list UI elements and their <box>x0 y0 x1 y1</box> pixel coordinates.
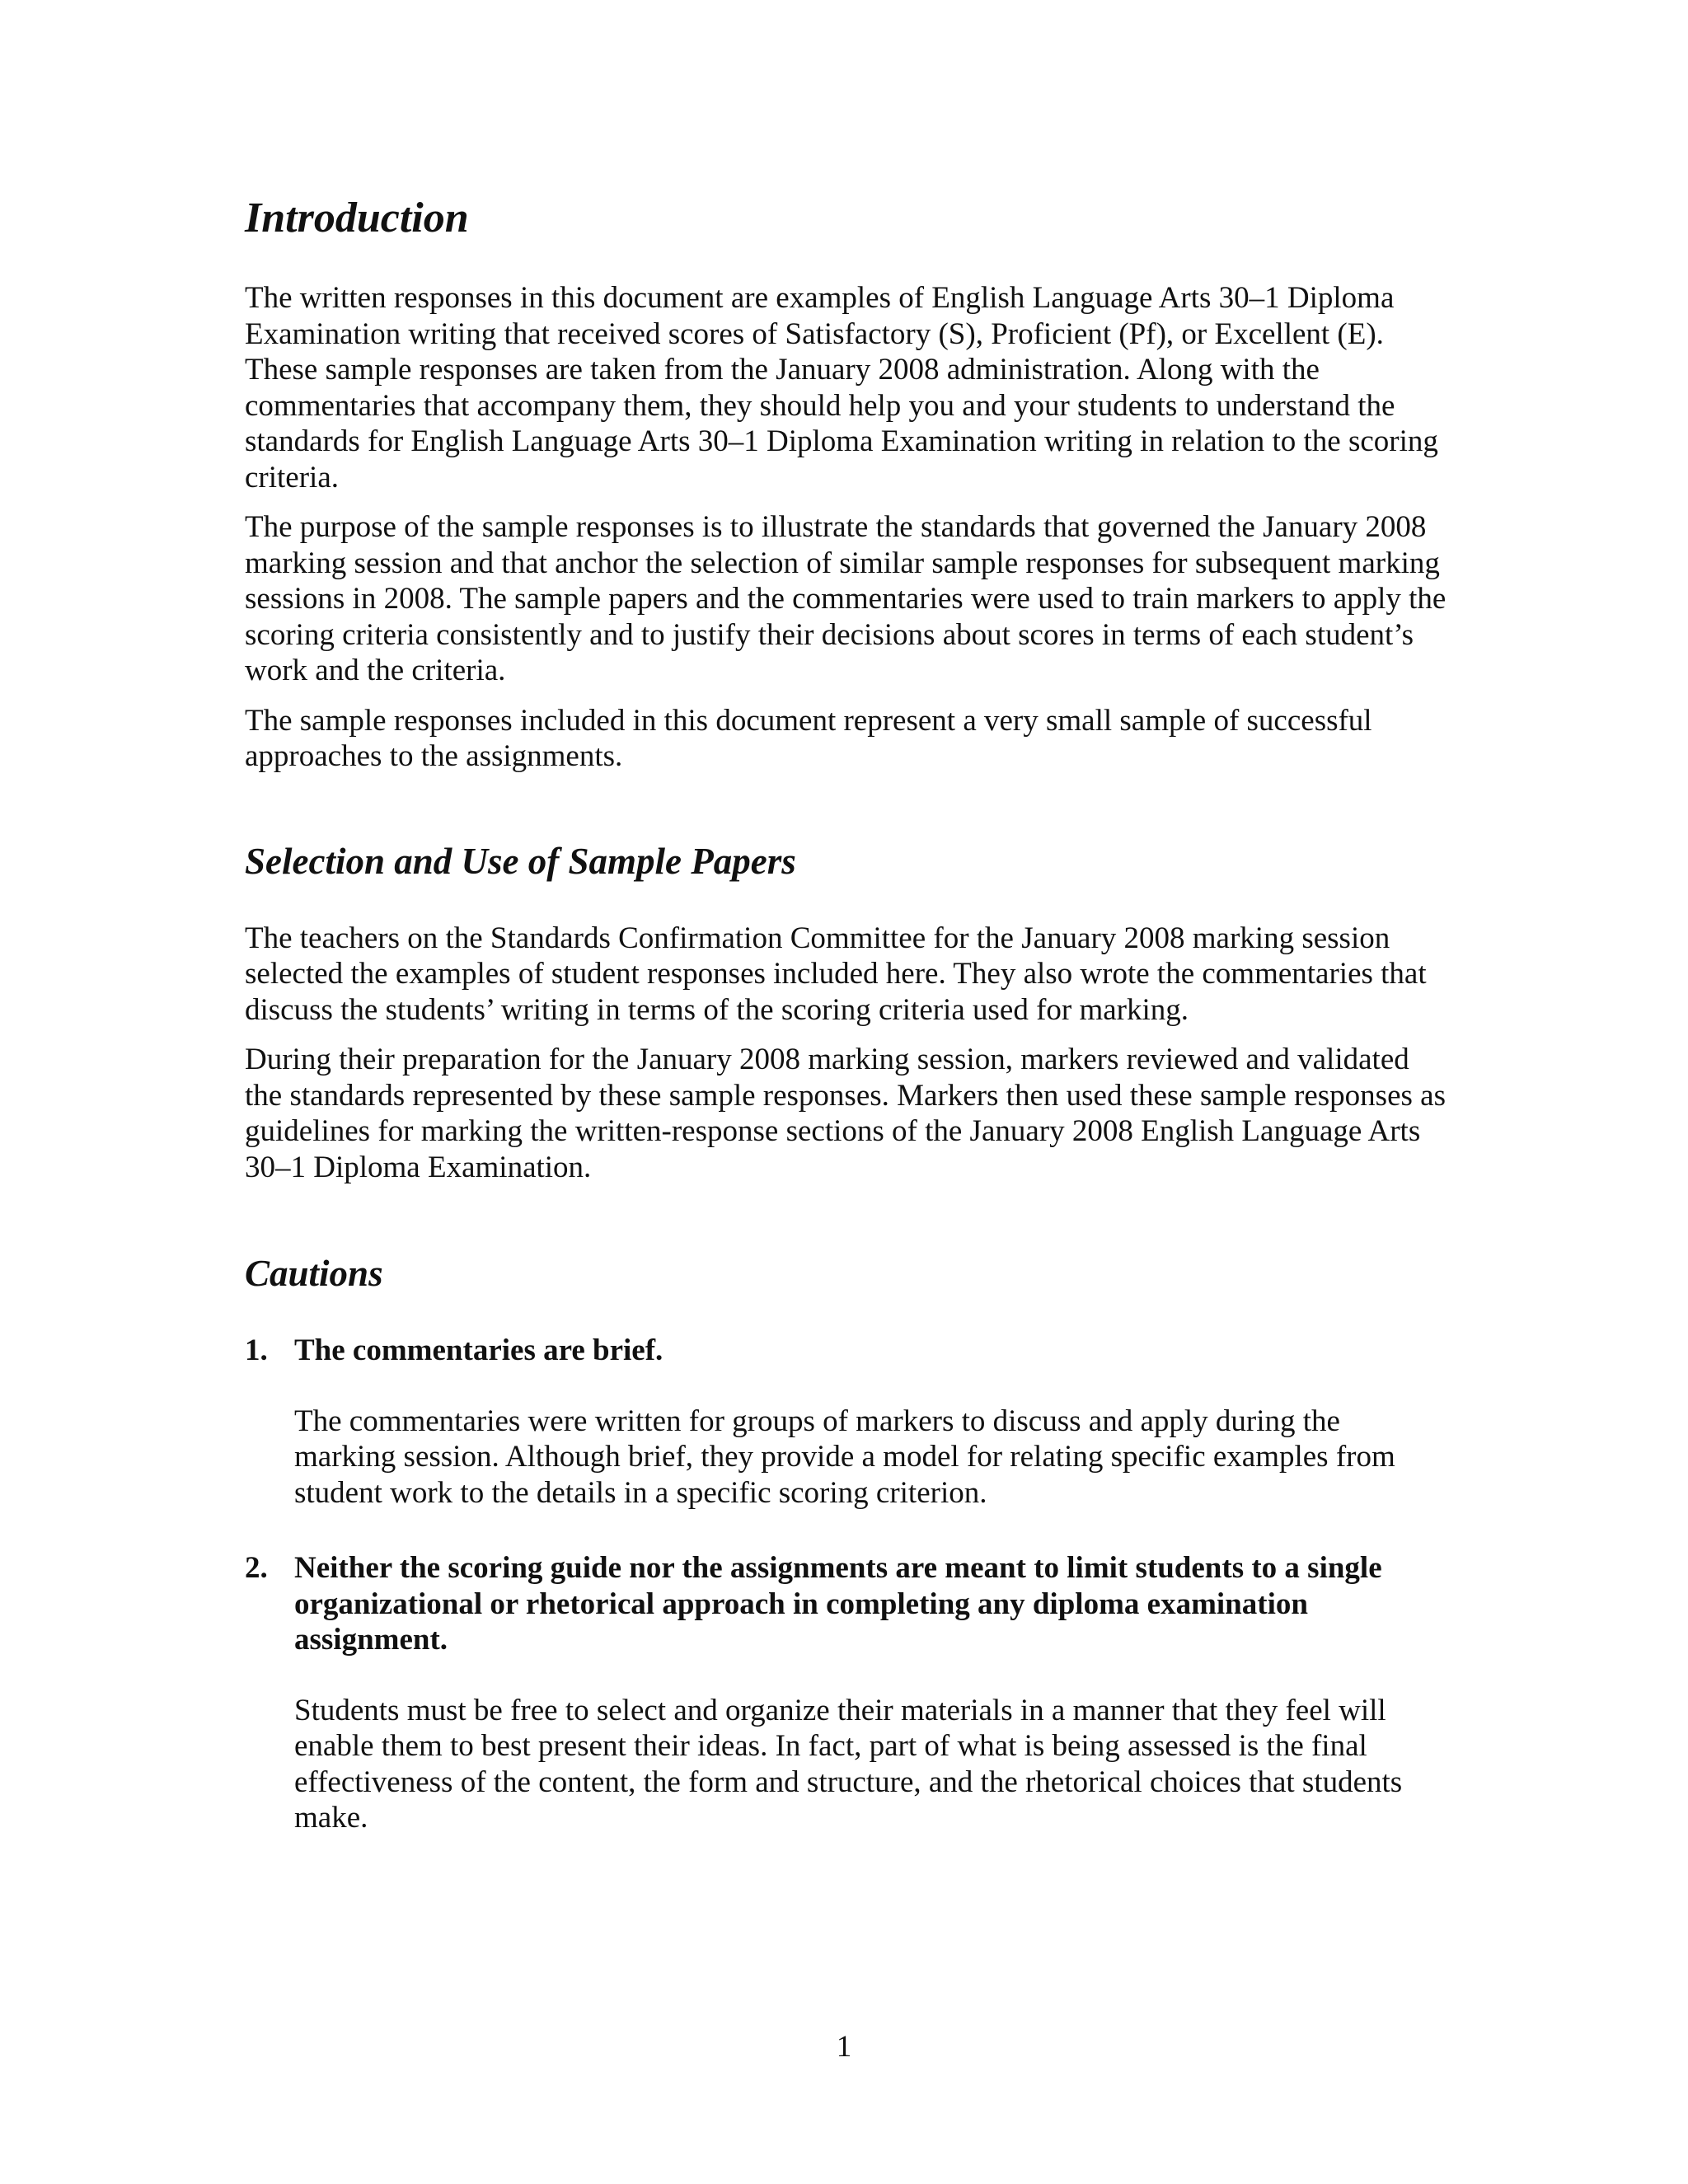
cautions-heading: Cautions <box>245 1253 383 1294</box>
caution-item-1 <box>245 1333 1448 1511</box>
caution-item-2 <box>245 1550 1448 1836</box>
caution-number: 2. <box>245 1551 268 1585</box>
selection-paragraph-1: The teachers on the Standards Confirmation Committee for the January 2008 marking session selected the examples of student responses included here. They also wrote the commentaries that discuss the students’ writing in terms of the scoring criteria used for marking. <box>245 921 1427 1027</box>
page-number: 1 <box>836 2030 852 2064</box>
section-spacer <box>245 1199 1448 1249</box>
caution-number: 1. <box>245 1333 268 1367</box>
introduction-paragraph-1: The written responses in this document are examples of English Language Arts 30–1 Diploma Examination writing that received scores of Satisfactory (S), Proficient (Pf), or Excellent (E). These sample responses are taken from the January 2008 administration. Along with the commentaries that accompany them, they should help you and your students to understand the standards for English Language Arts 30–1 Diploma Examination writing in relation to the scoring criteria. <box>245 281 1438 494</box>
caution-body: The commentaries were written for groups of markers to discuss and apply during the marking session. Although brief, they provide a model for relating specific examples from student work to the details in a specific scoring criterion. <box>294 1404 1395 1510</box>
caution-title: Neither the scoring guide nor the assignments are meant to limit students to a single organizational or rhetorical approach in completing any diploma examination assignment. <box>294 1551 1382 1657</box>
selection-heading: Selection and Use of Sample Papers <box>245 840 796 882</box>
selection-paragraph-2: During their preparation for the January 2008 marking session, markers reviewed and validated the standards represented by these sample responses. Markers then used these sample responses as guidelines for marking the written-response sections of the January 2008 English Language Arts 30–1 Diploma Examination. <box>245 1043 1446 1184</box>
caution-body: Students must be free to select and organize their materials in a manner that they feel will enable them to best present their ideas. In fact, part of what is being assessed is the final effectiveness of the content, the form and structure, and the rhetorical choices that students make. <box>294 1693 1403 1835</box>
introduction-paragraph-2: The purpose of the sample responses is to illustrate the standards that governed the January 2008 marking session and that anchor the selection of similar sample responses for subsequent marking sessions in 2008. The sample papers and the commentaries were used to train markers to apply the scoring criteria consistently and to justify their decisions about scores in terms of each student’s work and the criteria. <box>245 510 1447 687</box>
introduction-heading: Introduction <box>245 194 469 241</box>
caution-title: The commentaries are brief. <box>294 1333 663 1367</box>
section-spacer <box>245 789 1448 837</box>
page-content <box>245 190 1448 1876</box>
introduction-paragraph-3: The sample responses included in this document represent a very small sample of successful approaches to the assignments. <box>245 703 1372 773</box>
